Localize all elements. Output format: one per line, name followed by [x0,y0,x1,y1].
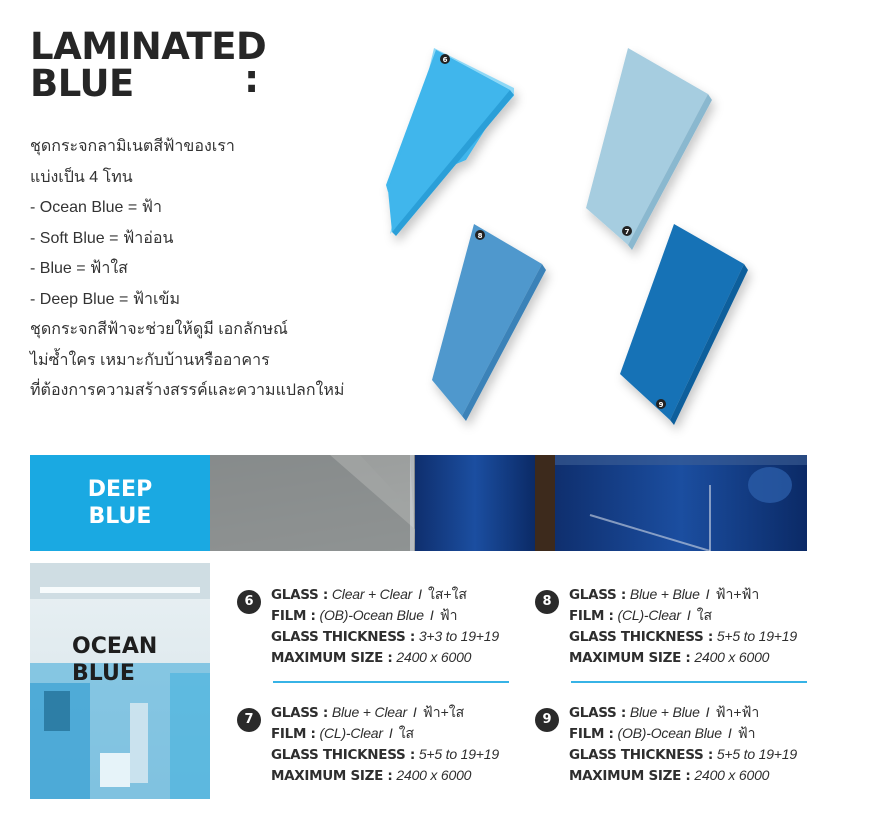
spec-film: FILM : (CL)-Clear I ใส [271,725,415,742]
spec-film: FILM : (CL)-Clear I ใส [569,607,713,624]
deep-blue-line-2: BLUE [88,504,152,529]
title-colon: : [244,57,260,101]
sample-face [432,224,542,416]
sample-number: 9 [658,401,664,409]
spec-number-badge: 7 [237,708,261,732]
spec-film: FILM : (OB)-Ocean Blue I ฟ้า [271,607,458,624]
ocean-blue-line-1: OCEAN [72,634,158,659]
description-line: ที่ต้องการความสร้างสรรค์และความแปลกใหม่ [30,382,345,399]
spec-glass: GLASS : Blue + Clear I ฟ้า+ใส [271,704,465,721]
ocean-blue-line-2: BLUE [72,661,135,686]
divider-left [273,681,509,683]
spec-lines [569,702,797,786]
deep-blue-interior-photo [210,455,807,551]
spec-max-size: MAXIMUM SIZE : 2400 x 6000 [271,649,472,666]
description-line: ชุดกระจกสีฟ้าจะช่วยให้ดูมี เอกลักษณ์ [30,321,288,338]
ocean-blue-bathroom-photo [30,563,210,799]
spec-lines [271,702,499,786]
glass-samples [370,40,810,440]
title-line-1: LAMINATED [30,25,267,68]
page-title [30,25,267,105]
deep-blue-line-1: DEEP [87,477,153,502]
spec-thickness: GLASS THICKNESS : 5+5 to 19+19 [569,628,797,645]
spec-number-badge: 6 [237,590,261,614]
glass-sample-6 [386,48,514,236]
spec-lines [271,584,499,668]
spec-thickness: GLASS THICKNESS : 3+3 to 19+19 [271,628,499,645]
description-line: - Soft Blue = ฟ้าอ่อน [30,229,174,247]
description-list [30,132,370,407]
glass-sample-9 [620,224,748,425]
divider-right [571,681,807,683]
description-line: ไม่ซ้ำใคร เหมาะกับบ้านหรืออาคาร [30,351,270,369]
deep-blue-banner [30,455,210,551]
deep-blue-label [88,476,152,530]
spec-max-size: MAXIMUM SIZE : 2400 x 6000 [271,767,472,784]
description-line: แบ่งเป็น 4 โทน [30,168,133,186]
spec-number-badge: 8 [535,590,559,614]
sample-number: 8 [477,232,483,240]
spec-number-badge: 9 [535,708,559,732]
description-line: - Deep Blue = ฟ้าเข้ม [30,290,180,308]
ocean-blue-label [72,633,157,687]
spec-thickness: GLASS THICKNESS : 5+5 to 19+19 [569,746,797,763]
spec-film: FILM : (OB)-Ocean Blue I ฟ้า [569,725,756,742]
description-line: - Ocean Blue = ฟ้า [30,199,162,216]
spec-max-size: MAXIMUM SIZE : 2400 x 6000 [569,649,770,666]
spec-thickness: GLASS THICKNESS : 5+5 to 19+19 [271,746,499,763]
sample-number: 6 [442,56,448,64]
glass-sample-8 [432,224,546,421]
spec-max-size: MAXIMUM SIZE : 2400 x 6000 [569,767,770,784]
spec-glass: GLASS : Clear + Clear I ใส+ใส [271,586,467,603]
title-line-2: BLUE [30,62,134,105]
spec-glass: GLASS : Blue + Blue I ฟ้า+ฟ้า [569,704,760,721]
glass-sample-7 [586,48,712,250]
sample-number: 7 [624,228,630,236]
sample-face [620,224,744,420]
spec-glass: GLASS : Blue + Blue I ฟ้า+ฟ้า [569,586,760,603]
description-line: ชุดกระจกลามิเนตสีฟ้าของเรา [30,138,235,155]
spec-lines [569,584,797,668]
description-line: - Blue = ฟ้าใส [30,260,128,277]
